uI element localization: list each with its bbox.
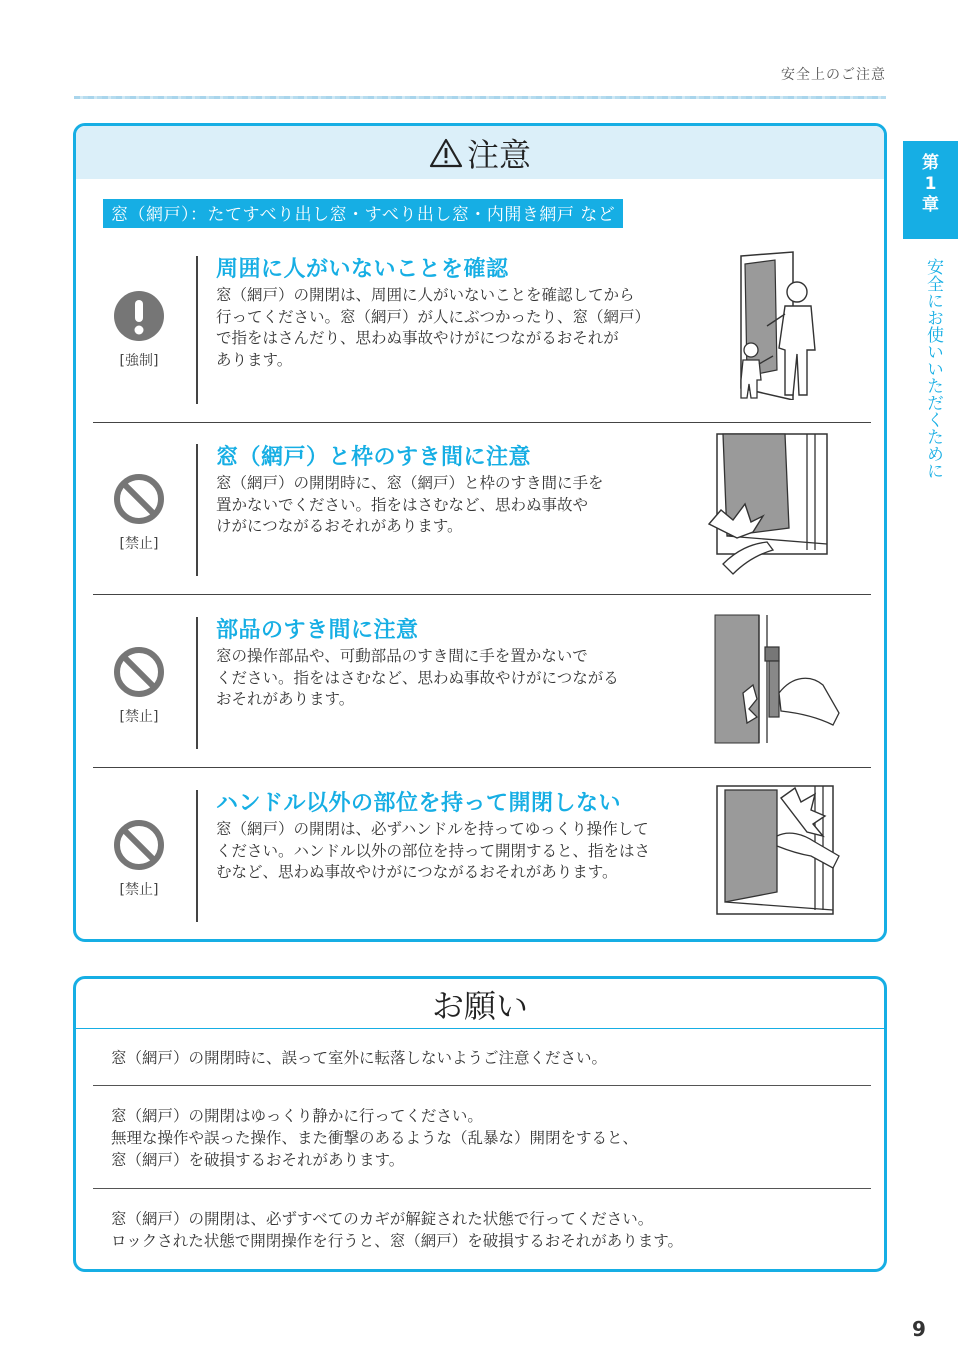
desc-line: ください。ハンドル以外の部位を持って開閉すると、指をはさ xyxy=(216,841,651,860)
caution-box xyxy=(73,123,887,942)
item-description xyxy=(216,473,686,538)
desc-line: 行ってください。窓（網戸）が人にぶつかったり、窓（網戸） xyxy=(216,307,651,326)
item-divider-vertical xyxy=(196,617,198,749)
desc-line: 窓の操作部品や、可動部品のすき間に手を置かないで xyxy=(216,647,588,665)
mandatory-sign xyxy=(103,290,175,370)
page-number: 9 xyxy=(912,1317,926,1341)
desc-line: けがにつながるおそれがあります。 xyxy=(216,517,463,535)
caution-item-1 xyxy=(93,252,871,412)
request-divider xyxy=(93,1085,871,1086)
request-item-3 xyxy=(111,1208,683,1252)
sign-label: [禁止] xyxy=(119,709,159,725)
prohibition-icon xyxy=(113,819,165,871)
desc-line: ください。指をはさむなど、思わぬ事故やけがにつながる xyxy=(216,668,619,687)
prohibition-icon xyxy=(113,646,165,698)
item-divider xyxy=(93,422,871,423)
caution-heading xyxy=(76,126,884,179)
item-description xyxy=(216,285,686,371)
item-divider-vertical xyxy=(196,256,198,404)
sign-label: [禁止] xyxy=(119,536,159,552)
request-item-1 xyxy=(111,1047,607,1069)
request-heading: お願い xyxy=(76,979,884,1029)
desc-line: 窓（網戸）の開閉は、周囲に人がいないことを確認してから xyxy=(216,286,635,304)
desc-line: で指をはさんだり、思わぬ事故やけがにつながるおそれが xyxy=(216,329,619,347)
request-item-2 xyxy=(111,1105,638,1171)
prohibition-icon xyxy=(113,473,165,525)
desc-line: 窓（網戸）の開閉は、必ずハンドルを持ってゆっくり操作して xyxy=(216,820,649,838)
caution-heading-text: 注意 xyxy=(466,135,531,174)
item-title: 周囲に人がいないことを確認 xyxy=(216,257,509,282)
request-line: 窓（網戸）の開閉時に、誤って室外に転落しないようご注意ください。 xyxy=(111,1049,608,1067)
header-title: 安全上のご注意 xyxy=(781,67,886,83)
request-line: 窓（網戸）の開閉は、必ずすべてのカギが解錠された状態で行ってください。 xyxy=(111,1210,654,1228)
item-divider xyxy=(93,594,871,595)
desc-line: おそれがあります。 xyxy=(216,690,355,708)
window-gap-illustration xyxy=(703,432,833,577)
sign-label: [禁止] xyxy=(119,882,159,898)
caution-item-4 xyxy=(93,786,871,942)
prohibited-sign xyxy=(103,473,175,553)
warning-triangle-icon xyxy=(429,138,463,168)
sign-label: [強制] xyxy=(119,353,159,369)
request-line: 窓（網戸）の開閉はゆっくり静かに行ってください。 xyxy=(111,1107,483,1125)
item-divider xyxy=(93,767,871,768)
caution-item-3 xyxy=(93,613,871,773)
chapter-number: 1 xyxy=(924,174,937,194)
item-divider-vertical xyxy=(196,790,198,922)
hardware-gap-illustration xyxy=(713,613,843,748)
request-box xyxy=(73,976,887,1272)
caution-item-2 xyxy=(93,440,871,600)
header-rule xyxy=(74,96,886,99)
desc-line: あります。 xyxy=(216,350,293,369)
desc-line: 窓（網戸）の開閉時に、窓（網戸）と枠のすき間に手を xyxy=(216,474,604,492)
chapter-label-suffix: 章 xyxy=(922,195,939,215)
desc-line: むなど、思わぬ事故やけがにつながるおそれがあります。 xyxy=(216,863,618,881)
request-divider xyxy=(93,1188,871,1189)
prohibited-sign xyxy=(103,819,175,899)
prohibited-sign xyxy=(103,646,175,726)
item-divider-vertical xyxy=(196,444,198,576)
chapter-label-prefix: 第 xyxy=(922,153,939,173)
exclamation-circle-icon xyxy=(113,290,165,342)
desc-line: 置かないでください。指をはさむなど、思わぬ事故や xyxy=(216,495,589,514)
item-description xyxy=(216,819,686,884)
chapter-tab xyxy=(903,141,958,239)
window-people-illustration xyxy=(723,250,833,400)
caution-scope-label: 窓（網戸）：たてすべり出し窓・すべり出し窓・内開き網戸 など xyxy=(103,199,623,228)
request-line: 窓（網戸）を破損するおそれがあります。 xyxy=(111,1151,405,1169)
chapter-side-title: 安全にお使いいただくために xyxy=(923,258,943,479)
handle-misuse-illustration xyxy=(715,784,840,919)
request-line: 無理な操作や誤った操作、また衝撃のあるような（乱暴な）開閉をすると、 xyxy=(111,1129,639,1147)
item-title: ハンドル以外の部位を持って開閉しない xyxy=(216,791,622,816)
item-description xyxy=(216,646,686,711)
item-title: 部品のすき間に注意 xyxy=(216,618,419,643)
request-line: ロックされた状態で開閉操作を行うと、窓（網戸）を破損するおそれがあります。 xyxy=(111,1232,683,1250)
item-title: 窓（網戸）と枠のすき間に注意 xyxy=(216,445,532,470)
